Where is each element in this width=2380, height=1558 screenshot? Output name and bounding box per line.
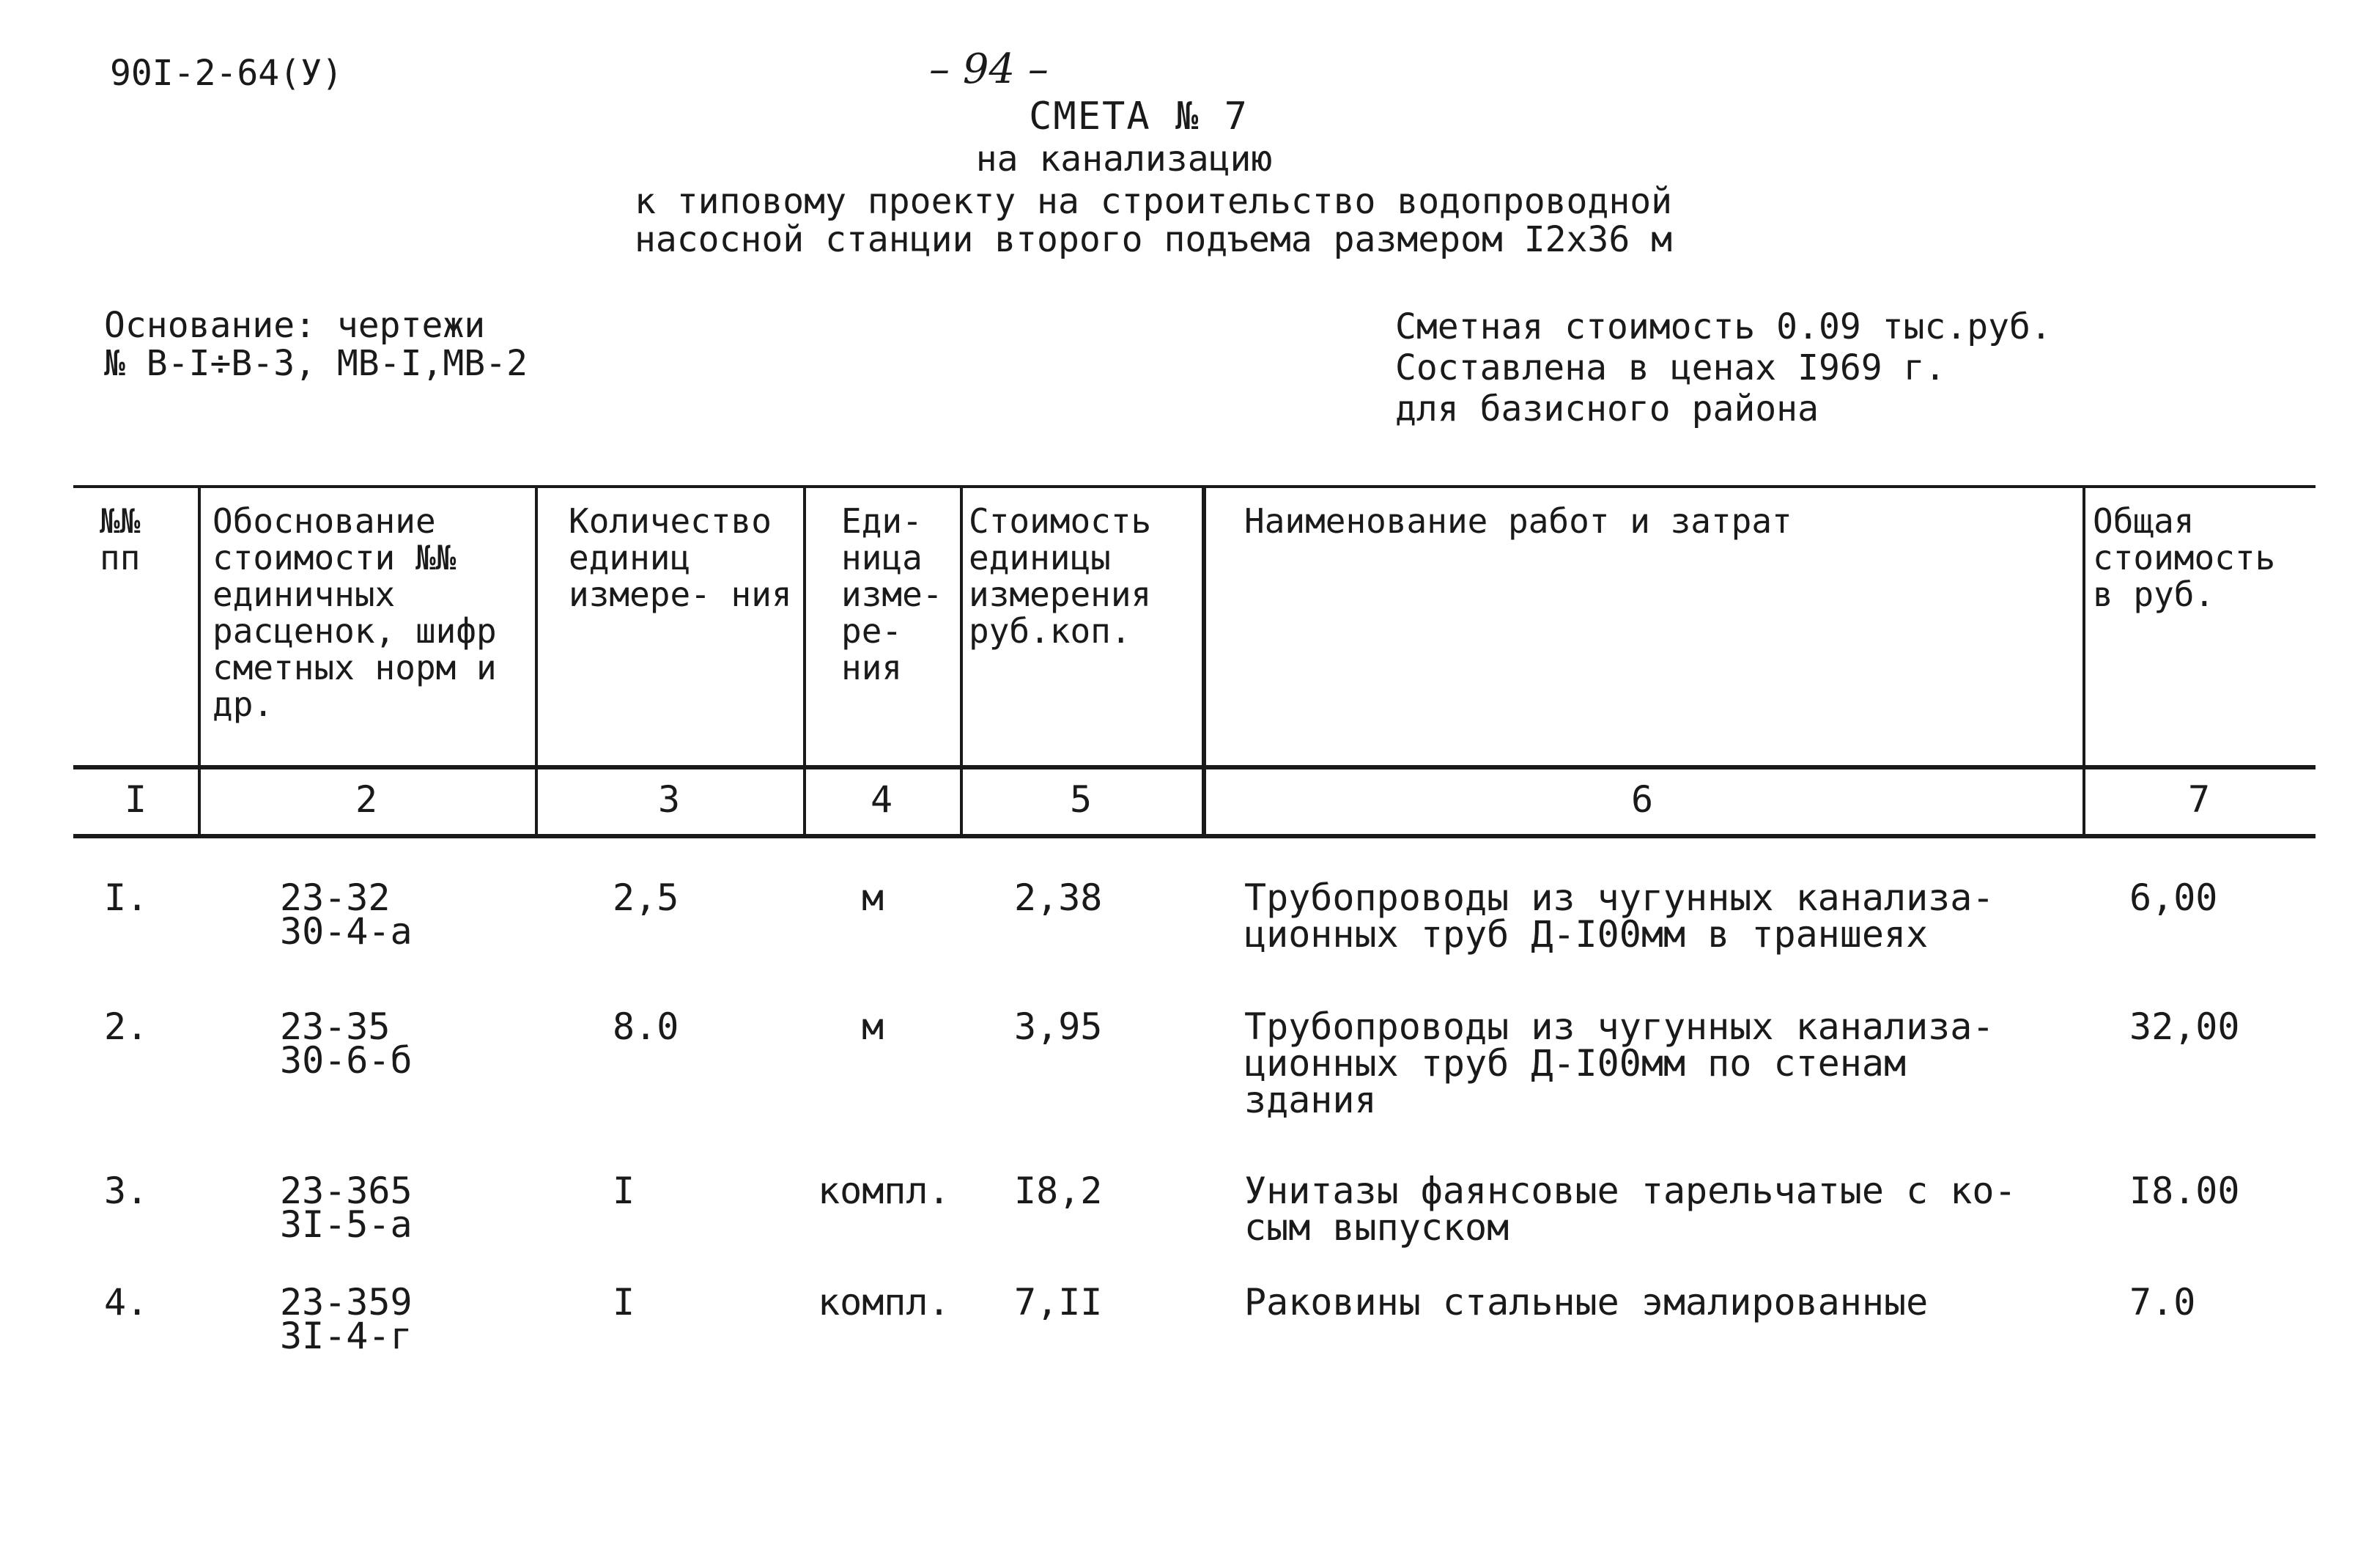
col-number-4: 4	[870, 778, 893, 821]
row-total: I8.00	[2129, 1170, 2240, 1212]
document-code: 90I-2-64(У)	[110, 53, 343, 94]
row-unit: м	[862, 1005, 884, 1048]
col-number-5: 5	[1069, 778, 1093, 821]
row-work-name: Унитазы фаянсовые тарельчатые с ко- сым выпуском	[1244, 1170, 2017, 1249]
title-block	[0, 95, 2380, 260]
row-basis-code: 23-365	[280, 1170, 413, 1212]
row-work-name: Раковины стальные эмалированные	[1244, 1281, 1929, 1323]
col-header-work-name: Наименование работ и затрат	[1244, 501, 1792, 541]
row-number: 2.	[104, 1005, 149, 1048]
col-header-unit-cost: Стоимость единицы измерения руб.коп.	[969, 501, 1152, 651]
table-row	[73, 1005, 2316, 1140]
estimated-cost: Сметная стоимость 0.09 тыс.руб.	[1395, 306, 2052, 347]
row-number: 3.	[104, 1170, 149, 1212]
row-number: I.	[104, 876, 149, 919]
row-unit: м	[862, 876, 884, 919]
col-header-basis: Обоснование стоимости №№ единичных расценок, шифр сметных норм и др.	[212, 501, 497, 724]
row-basis-norm: 30-6-б	[280, 1039, 413, 1082]
row-unit-cost: 2,38	[1014, 876, 1103, 919]
document-title: СМЕТА № 7	[1029, 95, 1249, 139]
project-line-2: насосной станции второго подъема размером I2х36 м	[634, 219, 1673, 260]
col-number-6: 6	[1630, 778, 1654, 821]
col-number-3: 3	[657, 778, 681, 821]
table-top-border	[73, 485, 2316, 488]
row-unit-cost: 3,95	[1014, 1005, 1103, 1048]
basis-block	[104, 306, 528, 383]
header-bottom-border	[73, 765, 2316, 769]
row-unit: компл.	[818, 1281, 950, 1323]
row-total: 7.0	[2129, 1281, 2196, 1323]
col-number-7: 7	[2187, 778, 2211, 821]
col-header-unit: Еди- ница изме- ре- ния	[841, 501, 943, 687]
base-region: для базисного района	[1395, 388, 1819, 429]
table-row	[73, 1170, 2316, 1282]
col-header-quantity: Количество единиц измере- ния	[569, 501, 792, 614]
row-basis-code: 23-32	[280, 876, 391, 919]
row-basis-norm: 30-4-а	[280, 910, 413, 953]
table-row	[73, 876, 2316, 989]
row-basis-norm: 3I-5-а	[280, 1203, 413, 1246]
row-basis-norm: 3I-4-г	[280, 1315, 413, 1357]
column-number-bottom-border	[73, 834, 2316, 838]
row-quantity: I	[613, 1281, 635, 1323]
row-basis-code: 23-359	[280, 1281, 413, 1323]
document-subtitle: на канализацию	[975, 139, 1273, 180]
col-header-total: Общая стоимость в руб.	[2093, 501, 2276, 614]
cost-info-block	[1395, 306, 2052, 429]
basis-line-1: Основание: чертежи	[104, 305, 486, 346]
row-work-name: Трубопроводы из чугунных канализа- ционных труб Д-I00мм в траншеях	[1244, 876, 1995, 956]
project-line-1: к типовому проекту на строительство водопроводной	[634, 181, 1673, 222]
row-total: 6,00	[2129, 876, 2218, 919]
page-number: – 94 –	[929, 45, 1049, 93]
col-number-1: I	[124, 778, 147, 821]
row-unit-cost: I8,2	[1014, 1170, 1103, 1212]
row-quantity: 8.0	[613, 1005, 679, 1048]
basis-line-2: № В-I÷В-3, МВ-I,МВ-2	[104, 343, 528, 384]
page-number-value: 94	[962, 45, 1016, 93]
price-year: Составлена в ценах I969 г.	[1395, 347, 1946, 388]
row-quantity: I	[613, 1170, 635, 1212]
row-number: 4.	[104, 1281, 149, 1323]
row-basis-code: 23-35	[280, 1005, 391, 1048]
row-work-name: Трубопроводы из чугунных канализа- ционных труб Д-I00мм по стенам здания	[1244, 1005, 1995, 1121]
row-total: 32,00	[2129, 1005, 2240, 1048]
table-row	[73, 1281, 2316, 1394]
row-unit: компл.	[818, 1170, 950, 1212]
row-unit-cost: 7,II	[1014, 1281, 1103, 1323]
row-quantity: 2,5	[613, 876, 679, 919]
col-header-number: №№ пп	[100, 501, 141, 577]
col-number-2: 2	[355, 778, 378, 821]
